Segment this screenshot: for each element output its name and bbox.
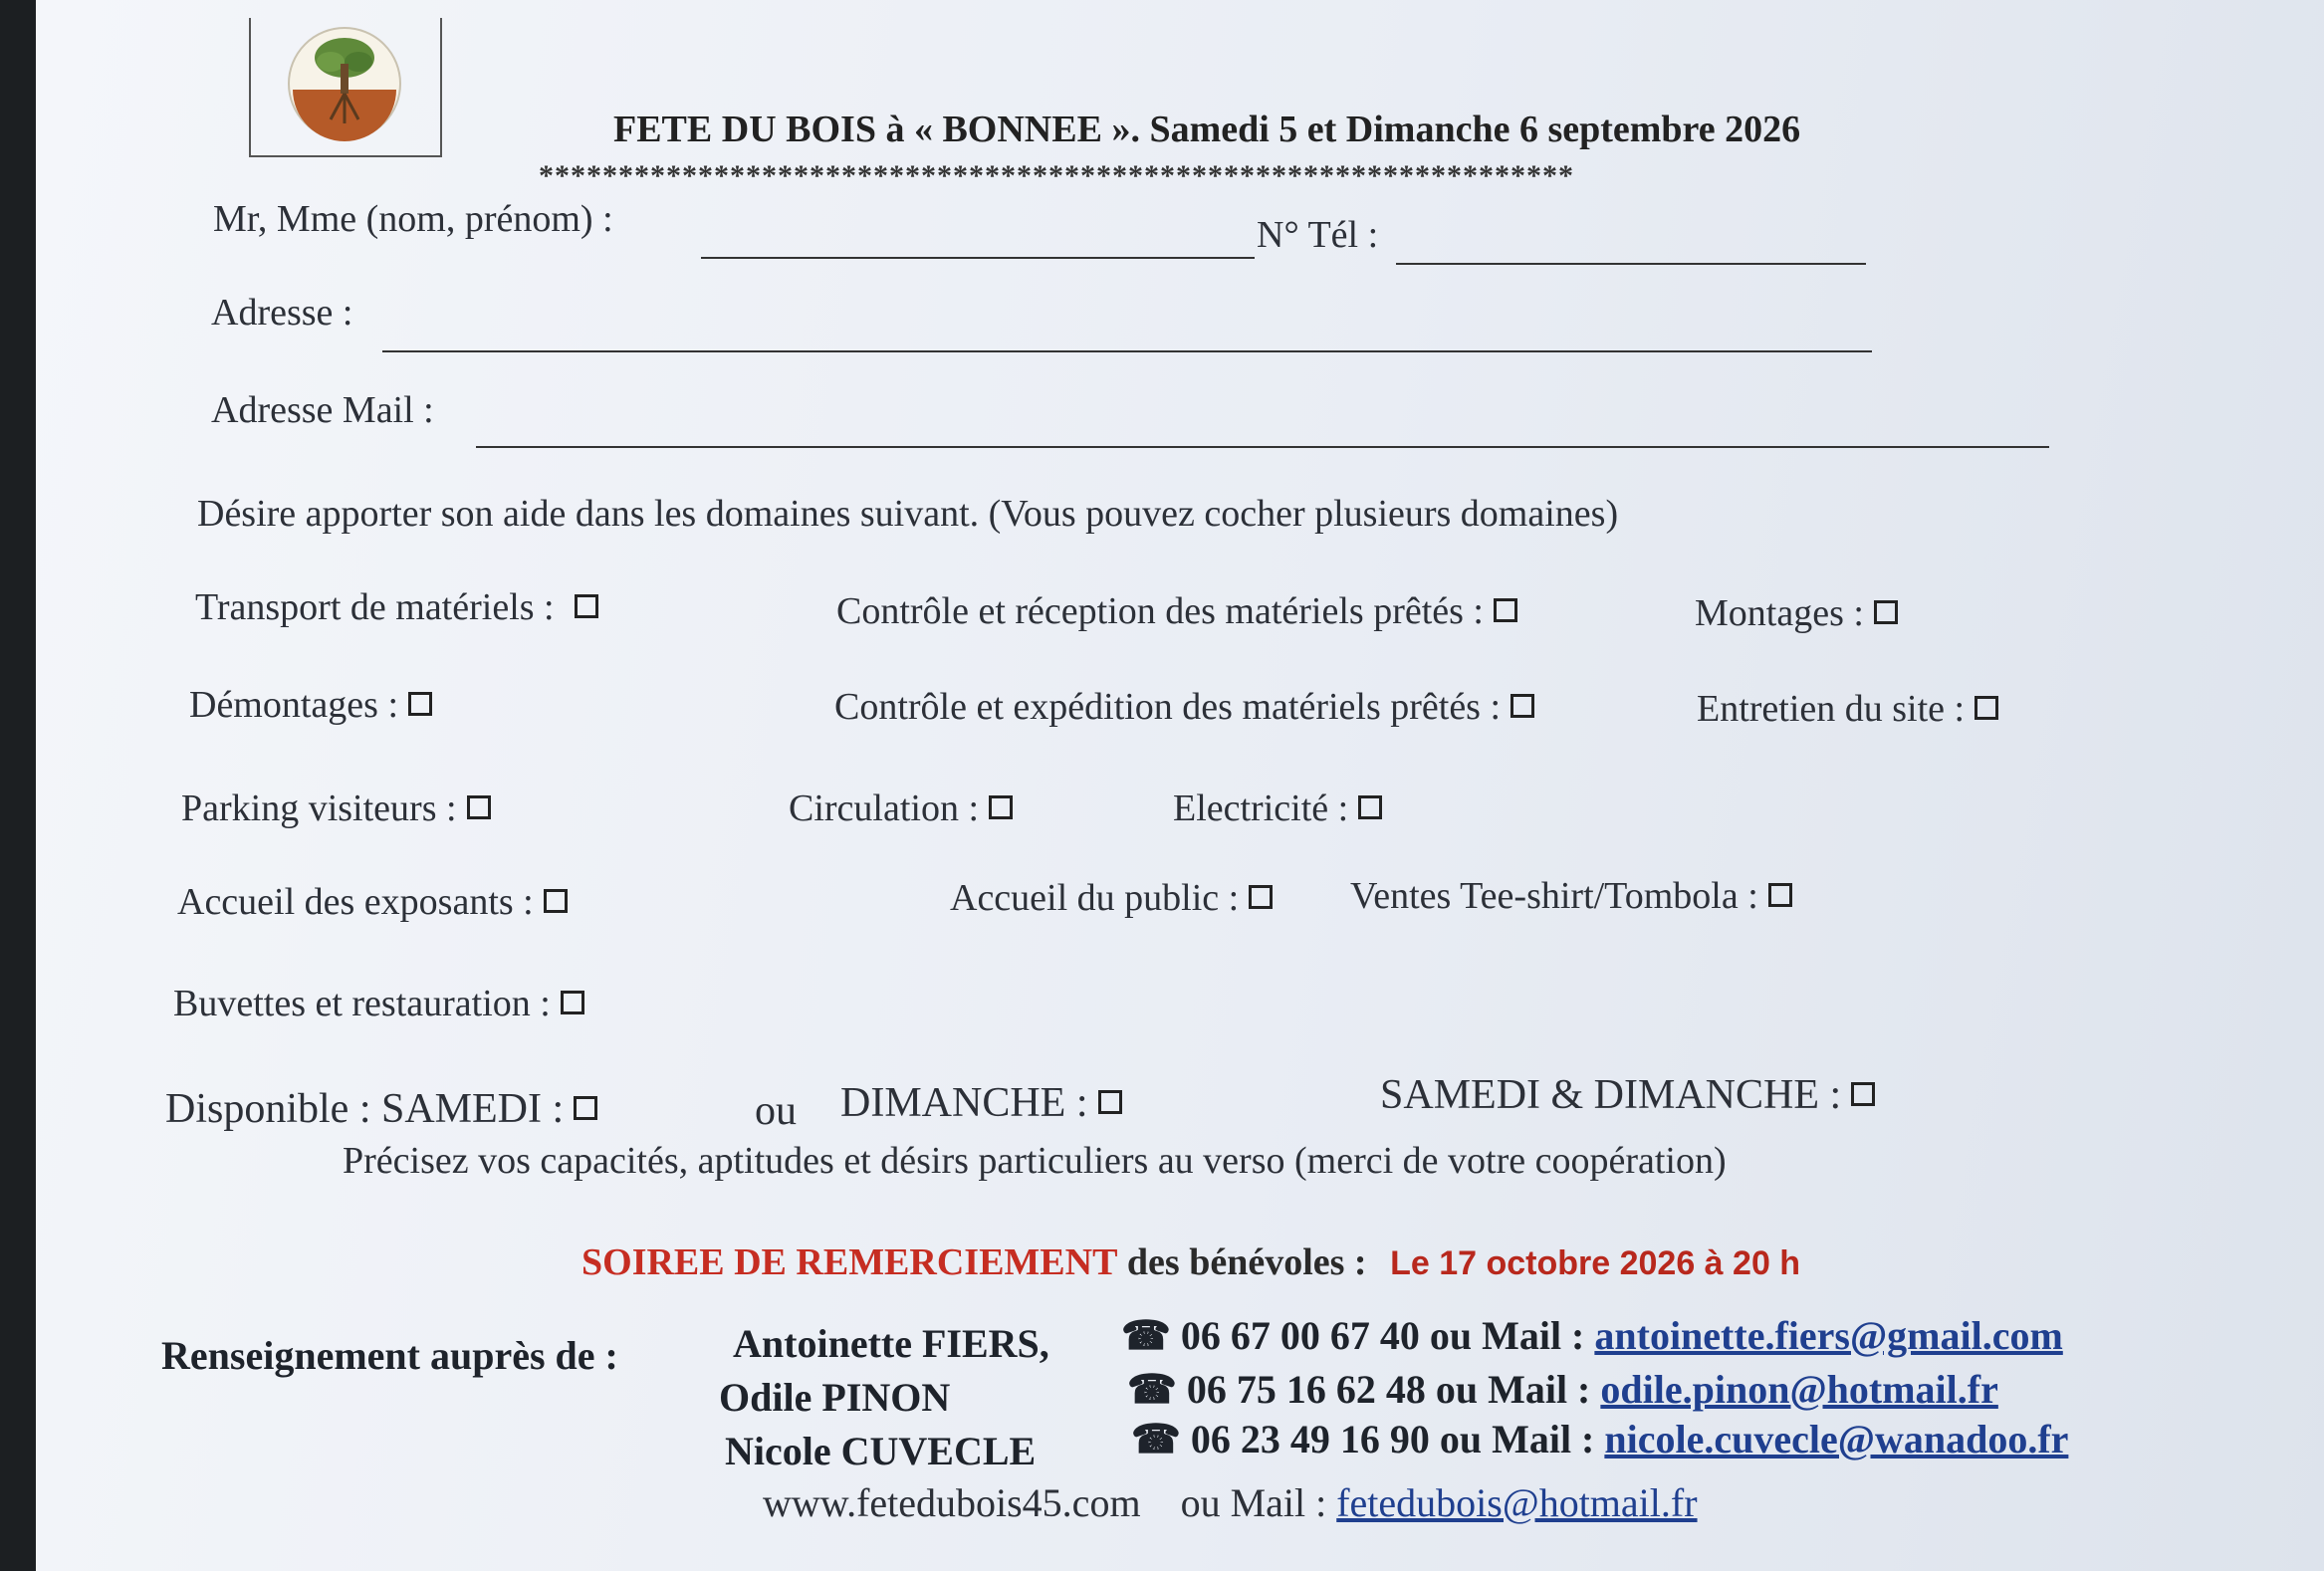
checkbox[interactable] bbox=[408, 692, 432, 716]
availability-label: SAMEDI & DIMANCHE : bbox=[1380, 1072, 1842, 1118]
availability-label: DIMANCHE : bbox=[840, 1080, 1088, 1126]
option-label: Ventes Tee-shirt/Tombola : bbox=[1350, 875, 1758, 917]
footer-line bbox=[763, 1479, 1698, 1526]
availability-both[interactable] bbox=[1380, 1071, 1875, 1119]
option-electricite[interactable] bbox=[1173, 786, 1382, 830]
option-label: Parking visiteurs : bbox=[181, 787, 457, 829]
phone-icon: ☎ bbox=[1127, 1367, 1177, 1412]
contact-phone: 06 23 49 16 90 ou Mail : bbox=[1190, 1417, 1595, 1461]
name-field[interactable] bbox=[701, 257, 1255, 259]
availability-note: Précisez vos capacités, aptitudes et désirs particuliers au verso (merci de votre coopération) bbox=[343, 1140, 1727, 1182]
option-label: Transport de matériels : bbox=[195, 586, 555, 628]
soiree-title: SOIREE DE REMERCIEMENT bbox=[581, 1241, 1118, 1283]
soiree-line bbox=[581, 1240, 1800, 1284]
contact-email-link[interactable]: antoinette.fiers@gmail.com bbox=[1594, 1313, 2063, 1358]
email-label: Adresse Mail : bbox=[211, 389, 434, 431]
contact-email-link[interactable]: odile.pinon@hotmail.fr bbox=[1600, 1367, 1998, 1412]
checkbox[interactable] bbox=[1851, 1082, 1875, 1106]
address-label: Adresse : bbox=[211, 292, 353, 334]
contact-phone: 06 67 00 67 40 ou Mail : bbox=[1180, 1313, 1585, 1358]
option-label: Accueil du public : bbox=[950, 877, 1240, 919]
checkbox[interactable] bbox=[1975, 696, 1998, 720]
checkbox[interactable] bbox=[544, 889, 568, 913]
option-label: Electricité : bbox=[1173, 787, 1349, 829]
phone-label: N° Tél : bbox=[1257, 214, 1379, 256]
option-label: Circulation : bbox=[789, 787, 980, 829]
contacts-label: Renseignement auprès de : bbox=[161, 1333, 618, 1378]
option-buvettes[interactable] bbox=[173, 982, 584, 1025]
name-label: Mr, Mme (nom, prénom) : bbox=[213, 198, 613, 240]
option-label: Buvettes et restauration : bbox=[173, 983, 551, 1024]
website-link[interactable]: www.fetedubois45.com bbox=[763, 1480, 1141, 1525]
contact-line bbox=[1131, 1416, 2068, 1462]
checkbox[interactable] bbox=[1768, 883, 1792, 907]
option-label: Démontages : bbox=[189, 684, 399, 726]
checkbox[interactable] bbox=[575, 594, 598, 618]
address-field[interactable] bbox=[382, 350, 1872, 352]
contact-name: Antoinette FIERS, bbox=[733, 1321, 1049, 1366]
contact-email-link[interactable]: nicole.cuvecle@wanadoo.fr bbox=[1604, 1417, 2069, 1461]
checkbox[interactable] bbox=[467, 795, 491, 819]
option-ventes[interactable] bbox=[1350, 874, 1792, 918]
option-entretien[interactable] bbox=[1697, 687, 1998, 731]
checkbox[interactable] bbox=[1249, 885, 1273, 909]
availability-samedi[interactable] bbox=[165, 1085, 597, 1133]
option-demontages[interactable] bbox=[189, 683, 432, 727]
checkbox[interactable] bbox=[561, 991, 584, 1014]
checkbox[interactable] bbox=[1874, 600, 1898, 624]
soiree-date: Le 17 octobre 2026 à 20 h bbox=[1390, 1244, 1801, 1282]
intro-text: Désire apporter son aide dans les domaines suivant. (Vous pouvez cocher plusieurs domaines) bbox=[197, 493, 1619, 535]
option-label: Montages : bbox=[1695, 592, 1864, 634]
option-accueil-public[interactable] bbox=[950, 876, 1273, 920]
form-sheet bbox=[36, 0, 2324, 1571]
checkbox[interactable] bbox=[1358, 795, 1382, 819]
option-label: Contrôle et réception des matériels prêtés : bbox=[836, 590, 1484, 632]
option-label: Contrôle et expédition des matériels prêtés : bbox=[834, 686, 1502, 728]
availability-label: Disponible : SAMEDI : bbox=[165, 1086, 565, 1132]
checkbox[interactable] bbox=[1511, 694, 1534, 718]
contact-name: Nicole CUVECLE bbox=[725, 1429, 1037, 1473]
checkbox[interactable] bbox=[574, 1096, 597, 1120]
option-transport[interactable] bbox=[195, 585, 598, 629]
star-divider: ***************************************************************** bbox=[539, 159, 1574, 192]
option-controle-reception[interactable] bbox=[836, 589, 1517, 633]
contact-line bbox=[1127, 1366, 1998, 1413]
form-title: FETE DU BOIS à « BONNEE ». Samedi 5 et Dimanche 6 septembre 2026 bbox=[613, 109, 1801, 150]
option-label: Entretien du site : bbox=[1697, 688, 1966, 730]
phone-icon: ☎ bbox=[1131, 1417, 1181, 1461]
checkbox[interactable] bbox=[1098, 1090, 1122, 1114]
footer-or-mail: ou Mail : bbox=[1180, 1480, 1327, 1525]
checkbox[interactable] bbox=[989, 795, 1013, 819]
checkbox[interactable] bbox=[1494, 598, 1517, 622]
general-email-link[interactable]: fetedubois@hotmail.fr bbox=[1336, 1480, 1698, 1525]
contact-line bbox=[1121, 1312, 2063, 1359]
option-parking[interactable] bbox=[181, 786, 491, 830]
option-controle-expedition[interactable] bbox=[834, 685, 1534, 729]
option-accueil-exposants[interactable] bbox=[177, 880, 568, 924]
availability-dimanche[interactable] bbox=[840, 1079, 1122, 1127]
option-label: Accueil des exposants : bbox=[177, 881, 534, 923]
email-field[interactable] bbox=[476, 446, 2049, 448]
tree-logo-icon bbox=[285, 24, 404, 143]
option-montages[interactable] bbox=[1695, 591, 1898, 635]
contact-phone: 06 75 16 62 48 ou Mail : bbox=[1186, 1367, 1591, 1412]
phone-icon: ☎ bbox=[1121, 1313, 1171, 1358]
logo-frame bbox=[249, 18, 442, 157]
phone-field[interactable] bbox=[1396, 263, 1866, 265]
contact-name: Odile PINON bbox=[719, 1375, 951, 1420]
soiree-rest: des bénévoles : bbox=[1126, 1241, 1367, 1283]
option-circulation[interactable] bbox=[789, 786, 1013, 830]
availability-or: ou bbox=[755, 1088, 797, 1134]
